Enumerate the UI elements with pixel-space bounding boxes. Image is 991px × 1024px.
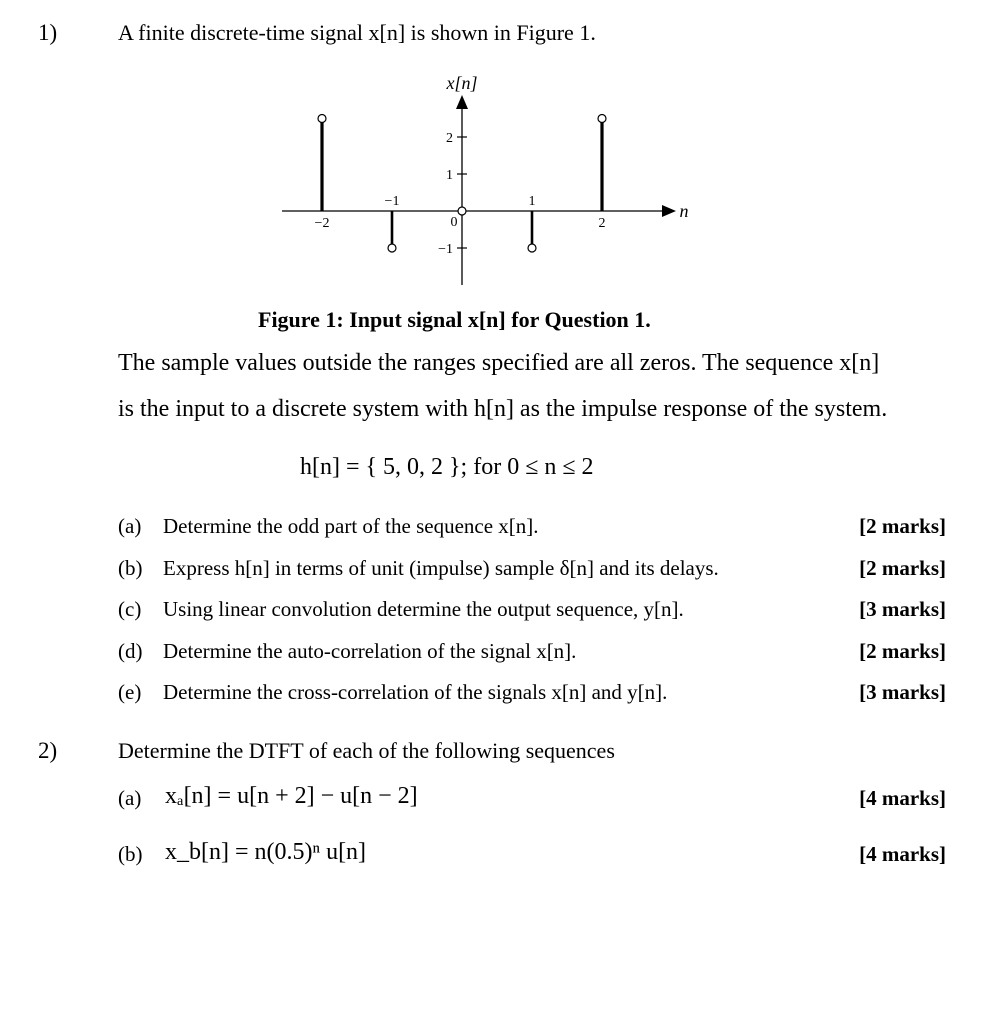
q2-part-b-marks: [4 marks]: [859, 842, 946, 866]
part-c-text: Using linear convolution determine the output sequence, y[n].: [163, 597, 684, 621]
stem-marker-1: [388, 244, 396, 252]
part-c-marks: [3 marks]: [859, 597, 946, 621]
y-axis-label: x[n]: [446, 73, 478, 93]
stem-marker-4: [598, 115, 606, 123]
question-1-intro: A finite discrete-time signal x[n] is shown in Figure 1.: [118, 20, 596, 45]
part-e-label: (e): [118, 680, 142, 704]
paragraph-line-2: is the input to a discrete system with h[n] as the impulse response of the system.: [118, 396, 888, 422]
question-2-intro: Determine the DTFT of each of the following sequences: [118, 738, 615, 763]
stem-marker-3: [528, 244, 536, 252]
q2-part-b-equation: x_b[n] = n(0.5)ⁿ u[n]: [165, 839, 367, 865]
figure-caption: Figure 1: Input signal x[n] for Question 1.: [258, 307, 651, 332]
y-tick-label-0: 2: [446, 131, 453, 146]
impulse-response-equation: h[n] = { 5, 0, 2 }; for 0 ≤ n ≤ 2: [300, 454, 594, 480]
stem-marker-2: [458, 207, 466, 215]
part-a-text: Determine the odd part of the sequence x[n].: [163, 514, 539, 538]
part-e-marks: [3 marks]: [859, 680, 946, 704]
part-a-label: (a): [118, 514, 142, 538]
question-2-number: 2): [38, 738, 58, 763]
q2-part-a-label: (a): [118, 786, 142, 810]
y-tick-label-2: −1: [438, 242, 453, 257]
q2-part-b-label: (b): [118, 842, 143, 866]
x-tick-label-2: 0: [450, 215, 458, 230]
part-c-label: (c): [118, 597, 142, 621]
q2-part-a-equation: xₐ[n] = u[n + 2] − u[n − 2]: [165, 783, 418, 809]
part-a-marks: [2 marks]: [859, 514, 946, 538]
part-d-marks: [2 marks]: [859, 639, 946, 663]
paragraph-line-1: The sample values outside the ranges specified are all zeros. The sequence x[n]: [118, 350, 880, 376]
question-1-number: 1): [38, 20, 58, 45]
stem-layer: [282, 73, 689, 285]
y-axis-arrow: [456, 95, 468, 109]
q2-part-a-marks: [4 marks]: [859, 786, 946, 810]
part-b-marks: [2 marks]: [859, 556, 946, 580]
y-tick-label-1: 1: [446, 168, 453, 183]
part-b-label: (b): [118, 556, 143, 580]
figure-1-stem-plot: [270, 65, 710, 290]
x-axis-label: n: [679, 201, 689, 221]
x-tick-label-0: −2: [314, 216, 330, 231]
x-tick-label-3: 1: [528, 194, 536, 209]
part-b-text: Express h[n] in terms of unit (impulse) sample δ[n] and its delays.: [163, 556, 719, 580]
stem-marker-0: [318, 115, 326, 123]
x-tick-label-4: 2: [598, 216, 606, 231]
x-axis-arrow: [662, 205, 676, 217]
part-d-label: (d): [118, 639, 143, 663]
part-d-text: Determine the auto-correlation of the signal x[n].: [163, 639, 577, 663]
x-tick-label-1: −1: [384, 194, 400, 209]
part-e-text: Determine the cross-correlation of the signals x[n] and y[n].: [163, 680, 668, 704]
